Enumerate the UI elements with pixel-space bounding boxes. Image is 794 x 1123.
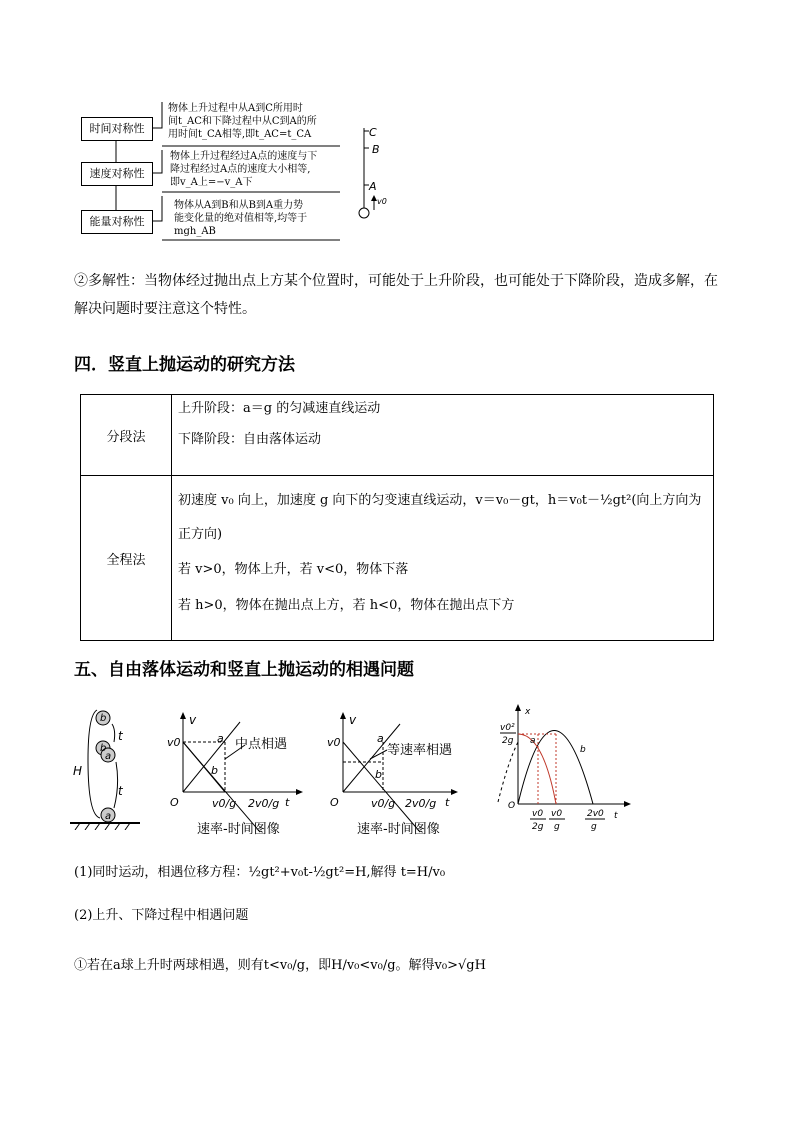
method-description: 上升阶段：a＝g 的匀减速直线运动 下降阶段：自由落体运动 (172, 395, 714, 476)
svg-text:v0: v0 (532, 809, 544, 819)
point-b-label: B (372, 143, 380, 156)
svg-text:速率-时间图像: 速率-时间图像 (357, 822, 440, 837)
up-down-heading: (2)上升、下降过程中相遇问题 (74, 908, 249, 923)
svg-text:中点相遇: 中点相遇 (235, 737, 288, 752)
svg-text:b: b (375, 768, 382, 781)
method-cell: 分段法 (81, 395, 172, 476)
svg-text:v: v (349, 713, 357, 727)
multi-solution-paragraph: ②多解性：当物体经过抛出点上方某个位置时，可能处于上升阶段，也可能处于下降阶段，造成多解，在解决问题时要注意这个特性。 (74, 273, 718, 317)
time-symmetry-text: 物体上升过程中从A到C所用时 间t_AC和下降过程中从C到A的所 用时间t_CA相等,即t_AC=t_CA (168, 103, 317, 140)
svg-text:a: a (530, 736, 536, 746)
svg-text:g: g (554, 822, 560, 832)
velocity-symmetry-text: 物体上升过程经过A点的速度与下 降过程经过A点的速度大小相等, 即v_A上=−v_A下 (170, 151, 318, 188)
label-velocity-symmetry: 速度对称性 (81, 162, 153, 186)
svg-text:v: v (189, 713, 197, 727)
svg-text:2v0/g: 2v0/g (248, 797, 280, 810)
svg-text:g: g (591, 822, 597, 832)
svg-text:t: t (445, 796, 450, 809)
svg-text:v0: v0 (327, 736, 341, 749)
meeting-equation-paragraph: (1)同时运动，相遇位移方程：½gt²+v₀t-½gt²=H,解得 t=H/v₀ (74, 865, 446, 880)
method-description: 初速度 v₀ 向上，加速度 g 向下的匀变速直线运动，v＝v₀－gt，h＝v₀t－½gt²(向上方向为正方向) 若 v>0，物体上升，若 v<0，物体下落 若 h>0，物体在抛出点上方，若 h<0，物体在抛出点下方 (172, 476, 714, 641)
svg-text:v0: v0 (167, 736, 181, 749)
svg-text:b: b (580, 745, 586, 755)
label-energy-symmetry: 能量对称性 (81, 210, 153, 234)
svg-text:t: t (614, 811, 618, 821)
svg-text:O: O (330, 796, 339, 809)
svg-text:v0/g: v0/g (212, 797, 237, 810)
methods-table (80, 394, 714, 641)
svg-text:b: b (100, 713, 107, 724)
svg-text:2g: 2g (532, 822, 544, 832)
speed-time-graph-midpoint (165, 712, 315, 842)
svg-text:b: b (211, 764, 218, 777)
table-row (81, 476, 714, 641)
energy-symmetry-text: 物体从A到B和从B到A重力势 能变化量的绝对值相等,均等于 mgh_AB (174, 200, 308, 237)
svg-text:a: a (377, 732, 384, 745)
point-c-label: C (369, 126, 377, 139)
svg-text:x: x (525, 707, 531, 717)
section5-heading: 五、自由落体运动和竖直上抛运动的相遇问题 (74, 660, 414, 680)
svg-text:2v0/g: 2v0/g (405, 797, 437, 810)
section4-heading: 四．竖直上抛运动的研究方法 (74, 355, 295, 375)
svg-text:v0: v0 (551, 809, 563, 819)
method-cell: 全程法 (81, 476, 172, 641)
label-time-symmetry: 时间对称性 (81, 117, 153, 141)
svg-text:等速率相遇: 等速率相遇 (387, 743, 453, 758)
svg-text:H: H (73, 764, 83, 778)
svg-text:v0/g: v0/g (371, 797, 396, 810)
svg-text:b: b (100, 743, 107, 754)
v0-label: v0 (377, 197, 387, 206)
svg-text:O: O (508, 801, 516, 811)
svg-text:2v0: 2v0 (587, 809, 604, 819)
two-balls-figure (70, 700, 150, 830)
table-row (81, 395, 714, 476)
svg-text:a: a (217, 732, 224, 745)
svg-text:O: O (170, 796, 179, 809)
point-a-label: A (369, 180, 377, 193)
svg-text:a: a (105, 811, 112, 822)
speed-time-graph-equal-speed (325, 712, 475, 842)
svg-text:2g: 2g (502, 736, 514, 746)
svg-text:速率-时间图像: 速率-时间图像 (197, 822, 280, 837)
svg-text:a: a (105, 751, 112, 762)
svg-text:v0²: v0² (500, 723, 515, 733)
svg-text:t: t (118, 784, 123, 798)
symmetry-connectors (0, 0, 794, 260)
svg-text:t: t (118, 729, 123, 743)
svg-text:t: t (285, 796, 290, 809)
condition-paragraph: ①若在a球上升时两球相遇，则有t<v₀/g，即H/v₀<v₀/g。解得v₀>√gH (74, 958, 486, 973)
position-time-graph (478, 702, 638, 837)
